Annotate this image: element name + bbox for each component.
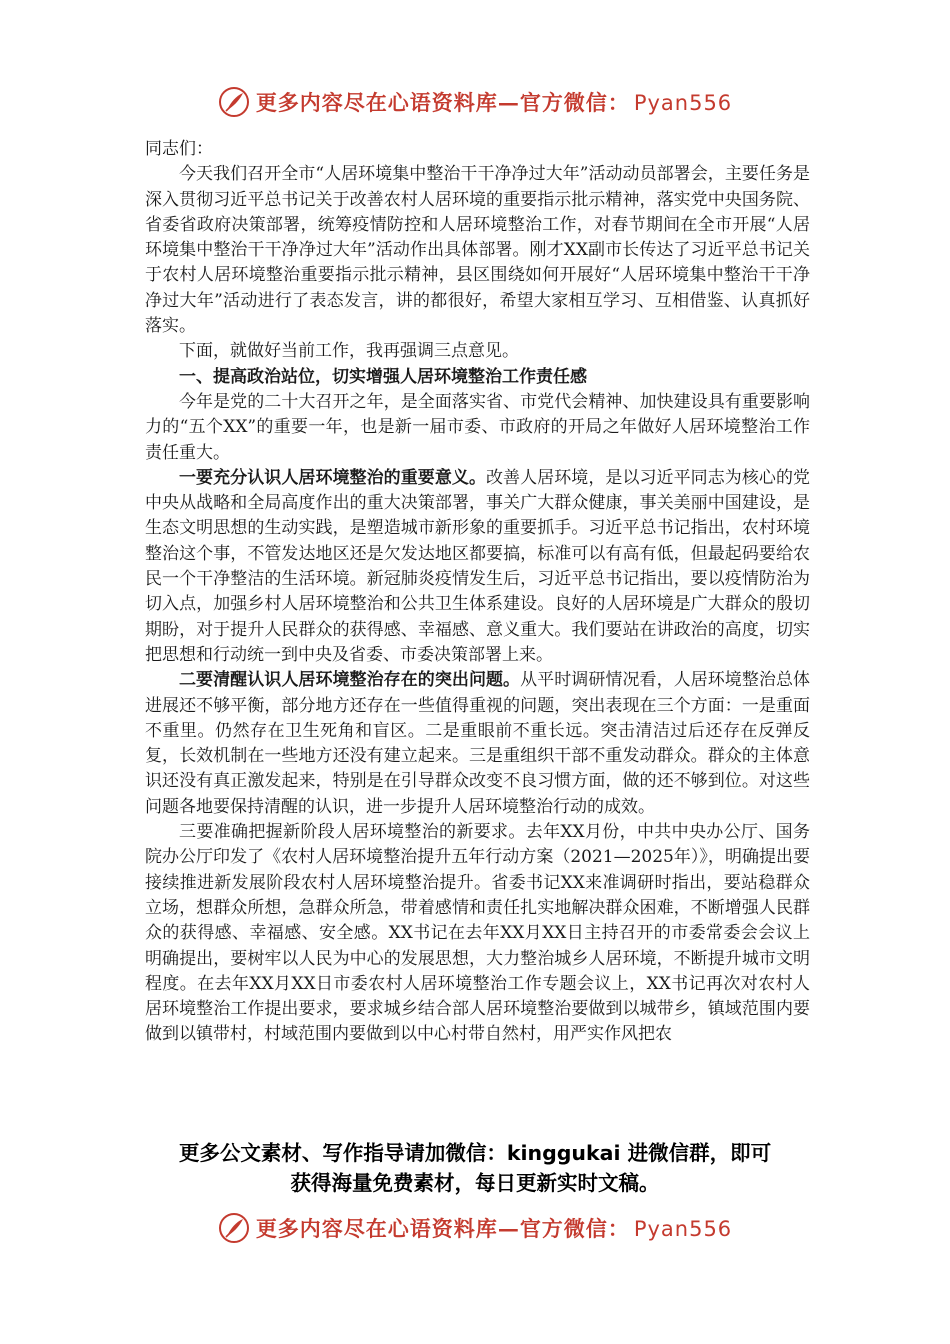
footer-banner [0, 1206, 950, 1250]
document-body [145, 137, 810, 1048]
header-wechat-label: 官方微信： [519, 90, 630, 115]
opening-paragraph: 今天我们召开全市“人居环境集中整治干干净净过大年”活动动员部署会，主要任务是深入贯彻习近平总书记关于改善农村人居环境的重要指示批示精神，落实党中央国务院、省委省政府决策部署，统筹疫情防控和人居环境整治工作，对春节期间在全市开展“人居环境集中整治干干净净过大年”活动作出具体部署。刚才XX副市长传达了习近平总书记关于农村人居环境整治重要指示批示精神，县区围绕如何开展好“人居环境集中整治干干净净过大年”活动进行了表态发言，讲的都很好，希望大家相互学习、互相借鉴、认真抓好落实。 [145, 164, 810, 337]
footer-brand-text [256, 1213, 732, 1243]
footer-wechat-label: 官方微信： [519, 1216, 630, 1241]
section1-intro: 今年是党的二十大召开之年，是全面落实省、市党代会精神、加快建设具有重要影响力的“五个XX”的重要一年，也是新一届市委、市政府的开局之年做好人居环境整治工作责任重大。 [145, 391, 810, 463]
header-wechat-id: Pyan556 [633, 91, 733, 115]
point1-paragraph [145, 466, 810, 668]
footer-wechat-id: Pyan556 [633, 1217, 733, 1241]
feather-pen-logo-icon [218, 1212, 250, 1244]
header-brand-name: 更多内容尽在心语资料库 [255, 90, 498, 115]
header-brand-text [256, 87, 732, 117]
point3-paragraph: 三要准确把握新阶段人居环境整治的新要求。去年XX月份，中共中央办公厅、国务院办公厅印发了《农村人居环境整治提升五年行动方案（2021—2025年）》，明确提出要接续推进新发展阶段农村人居环境整治提升。省委书记XX来准调研时指出，要站稳群众立场，想群众所想，急群众所急，带着感情和责任扎实地解决群众困难，不断增强人民群众的获得感、幸福感、安全感。XX书记在去年XX月XX日主持召开的市委常委会会议上明确提出，要树牢以人民为中心的发展思想，大力整治城乡人居环境，不断提升城市文明程度。在去年XX月XX日市委农村人居环境整治工作专题会议上，XX书记再次对农村人居环境整治工作提出要求，要求城乡结合部人居环境整治要做到以城带乡，镇域范围内要做到以镇带村，村域范围内要做到以中心村带自然村，用严实作风把农 [145, 822, 810, 1045]
footer-brand-name: 更多内容尽在心语资料库 [255, 1216, 498, 1241]
point2-body: 从平时调研情况看，人居环境整治总体进展还不够平衡，部分地方还存在一些值得重视的问题，突出表现在三个方面：一是重面不重里。仍然存在卫生死角和盲区。二是重眼前不重长远。突击清洁过后还存在反弹反复，长效机制在一些地方还没有建立起来。三是重组织干部不重发动群众。群众的主体意识还没有真正激发起来，特别是在引导群众改变不良习惯方面，做的还不够到位。对这些问题各地要保持清醒的认识，进一步提升人居环境整治行动的成效。 [145, 670, 811, 817]
promo-line-2: 获得海量免费素材，每日更新实时文稿。 [290, 1171, 660, 1195]
point1-lead: 一要充分认识人居环境整治的重要意义。 [179, 467, 486, 488]
promo-line-1: 更多公文素材、写作指导请加微信：kinggukai 进微信群，即可 [178, 1141, 772, 1165]
header-banner [0, 80, 950, 124]
header-dash: — [497, 90, 520, 115]
salutation: 同志们： [145, 139, 213, 159]
point2-lead: 二要清醒认识人居环境整治存在的突出问题。 [179, 670, 521, 691]
point1-body: 改善人居环境，是以习近平同志为核心的党中央从战略和全局高度作出的重大决策部署，事关广大群众健康，事关美丽中国建设，是生态文明思想的生动实践，是塑造城市新形象的重要抓手。习近平总书记指出，农村环境整治这个事，不管发达地区还是欠发达地区都要搞，标准可以有高有低，但最起码要给农民一个干净整洁的生活环境。新冠肺炎疫情发生后，习近平总书记指出，要以疫情防治为切入点，加强乡村人居环境整治和公共卫生体系建设。良好的人居环境是广大群众的殷切期盼，对于提升人民群众的获得感、幸福感、意义重大。我们要站在讲政治的高度，切实把思想和行动统一到中央及省委、市委决策部署上来。 [145, 467, 810, 665]
transition-paragraph: 下面，就做好当前工作，我再强调三点意见。 [179, 341, 519, 362]
feather-pen-logo-icon [218, 86, 250, 118]
point2-paragraph [145, 668, 810, 820]
footer-dash: — [497, 1216, 520, 1241]
section1-heading: 一、提高政治站位，切实增强人居环境整治工作责任感 [179, 366, 587, 387]
promo-text [100, 1138, 850, 1198]
